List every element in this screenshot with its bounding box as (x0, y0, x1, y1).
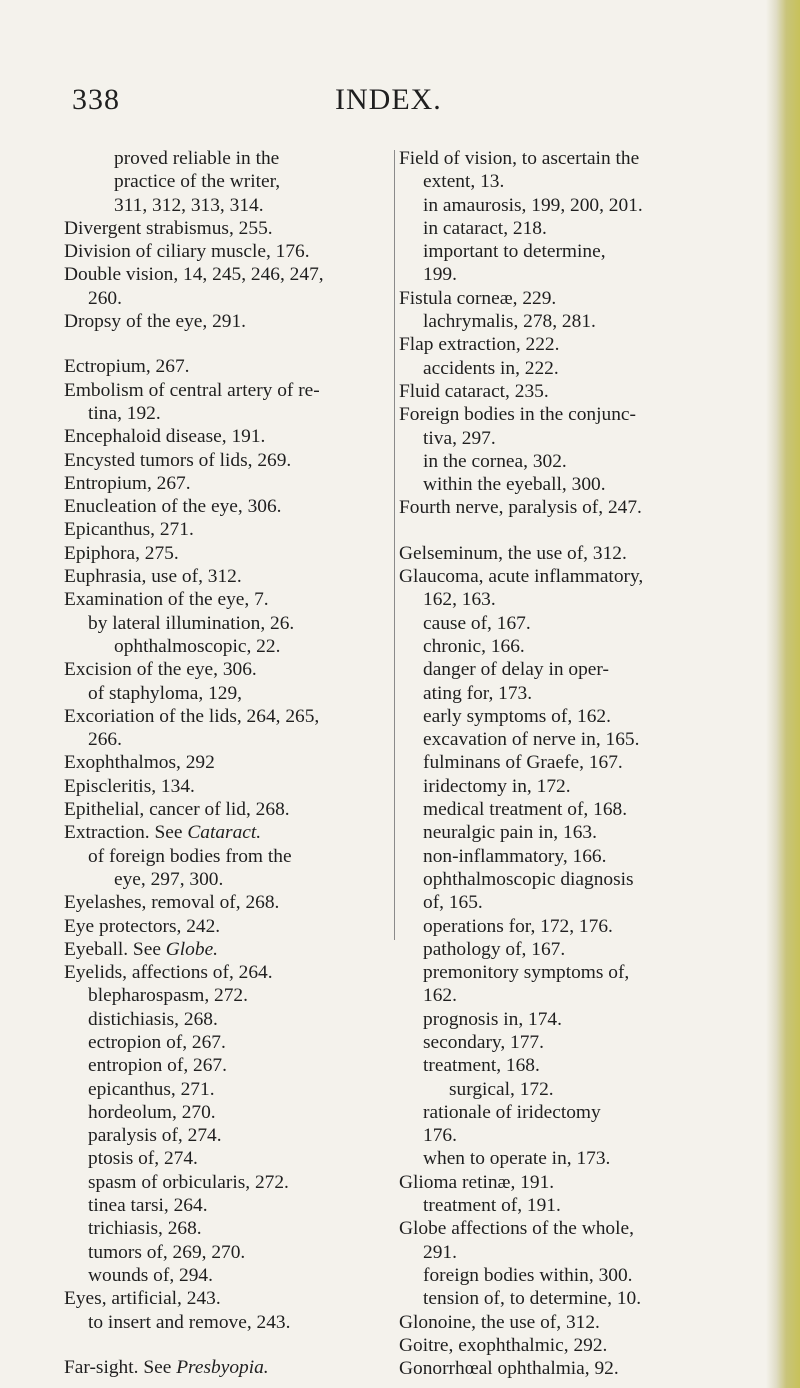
entry-text: neuralgic pain in, 163. (423, 822, 597, 844)
index-entry (399, 1264, 754, 1287)
index-entry (399, 1194, 754, 1217)
index-entry (64, 891, 399, 914)
index-entry (399, 588, 754, 611)
entry-text: when to operate in, 173. (423, 1148, 611, 1170)
index-entry (399, 682, 754, 705)
index-entry (64, 705, 399, 728)
index-entry (64, 147, 399, 170)
index-entry (64, 1124, 399, 1147)
entry-text: blepharospasm, 272. (88, 985, 248, 1007)
index-entry (64, 588, 399, 611)
entry-text: spasm of orbicularis, 272. (88, 1171, 289, 1193)
index-entry (64, 915, 399, 938)
entry-text: secondary, 177. (423, 1031, 544, 1053)
index-entry (64, 565, 399, 588)
entry-text: 162. (423, 985, 457, 1007)
entry-text: danger of delay in oper- (423, 659, 609, 681)
index-entry (64, 1031, 399, 1054)
entry-text: distichiasis, 268. (88, 1008, 218, 1030)
page-number: 338 (72, 83, 120, 116)
index-entry (399, 1357, 754, 1380)
page-header (0, 83, 800, 123)
index-entry (399, 147, 754, 170)
index-entry (64, 1171, 399, 1194)
index-entry (399, 1241, 754, 1264)
entry-text: 176. (423, 1125, 457, 1147)
entry-text: Excoriation of the lids, 264, 265, (64, 705, 320, 727)
entry-text: pathology of, 167. (423, 938, 566, 960)
index-entry (399, 751, 754, 774)
column-divider (394, 150, 395, 940)
index-entry (64, 728, 399, 751)
index-entry (399, 1124, 754, 1147)
entry-text: by lateral illumination, 26. (88, 612, 295, 634)
index-entry (64, 1101, 399, 1124)
index-entry (64, 821, 399, 844)
entry-text: iridectomy in, 172. (423, 775, 571, 797)
index-entry (64, 518, 399, 541)
entry-text: 291. (423, 1241, 457, 1263)
index-entry (399, 658, 754, 681)
index-entry (399, 217, 754, 240)
index-entry (399, 775, 754, 798)
entry-text: Exophthalmos, 292 (64, 752, 215, 774)
entry-text: Glaucoma, acute inflammatory, (399, 566, 644, 588)
entry-text: ectropion of, 267. (88, 1031, 226, 1053)
entry-text: Flap extraction, 222. (399, 334, 560, 356)
index-entry (399, 1031, 754, 1054)
index-entry (64, 240, 399, 263)
index-entry (399, 1101, 754, 1124)
index-entry (399, 891, 754, 914)
index-entry (64, 1264, 399, 1287)
entry-text: 162, 163. (423, 589, 496, 611)
index-entry (64, 1008, 399, 1031)
index-entry (399, 821, 754, 844)
index-entry (399, 798, 754, 821)
index-entry (399, 450, 754, 473)
index-entry (399, 565, 754, 588)
entry-text: tina, 192. (88, 402, 161, 424)
index-entry (399, 938, 754, 961)
page-edge (766, 0, 800, 1388)
index-entry (399, 612, 754, 635)
see-reference: Cataract. (187, 822, 262, 844)
index-entry (64, 682, 399, 705)
index-entry (64, 658, 399, 681)
index-entry (399, 915, 754, 938)
entry-text: Glonoine, the use of, 312. (399, 1311, 600, 1333)
entry-text: tumors of, 269, 270. (88, 1241, 246, 1263)
entry-text: eye, 297, 300. (114, 868, 224, 890)
entry-text: in the cornea, 302. (423, 450, 567, 472)
entry-text: tiva, 297. (423, 427, 496, 449)
index-entry (64, 1287, 399, 1310)
entry-text: Epicanthus, 271. (64, 519, 194, 541)
see-prefix: See (149, 822, 188, 844)
entry-text: Fourth nerve, paralysis of, 247. (399, 497, 642, 519)
index-entry (64, 845, 399, 868)
index-entry (64, 1147, 399, 1170)
entry-text: Gelseminum, the use of, 312. (399, 542, 627, 564)
entry-text: important to determine, (423, 241, 606, 263)
index-entry (64, 1217, 399, 1240)
entry-text: Gonorrhœal ophthalmia, 92. (399, 1358, 619, 1380)
entry-text: Eyelashes, removal of, 268. (64, 892, 280, 914)
index-entry (64, 355, 399, 378)
index-entry (64, 961, 399, 984)
entry-text: of staphyloma, 129, (88, 682, 243, 704)
index-entry (64, 1078, 399, 1101)
entry-text: extent, 13. (423, 171, 505, 193)
index-entry (399, 427, 754, 450)
entry-text: 266. (88, 729, 122, 751)
see-reference: Presbyopia. (176, 1356, 269, 1378)
entry-text: ating for, 173. (423, 682, 533, 704)
entry-text: to insert and remove, 243. (88, 1311, 291, 1333)
index-entry (399, 333, 754, 356)
entry-text: trichiasis, 268. (88, 1218, 202, 1240)
entry-text: Fistula corneæ, 229. (399, 287, 557, 309)
entry-text: Double vision, 14, 245, 246, 247, (64, 264, 324, 286)
entry-text: Entropium, 267. (64, 472, 191, 494)
entry-text: cause of, 167. (423, 612, 531, 634)
entry-gap (64, 1334, 399, 1356)
entry-text: wounds of, 294. (88, 1264, 213, 1286)
index-entry (64, 1311, 399, 1334)
entry-text: in amaurosis, 199, 200, 201. (423, 194, 643, 216)
index-entry (399, 961, 754, 984)
index-entry (64, 425, 399, 448)
index-entry (399, 473, 754, 496)
index-entry (64, 449, 399, 472)
entry-text: Ectropium, 267. (64, 356, 190, 378)
see-prefix: See (128, 938, 166, 960)
index-entry (399, 240, 754, 263)
entry-text: tinea tarsi, 264. (88, 1195, 208, 1217)
entry-text: non-inflammatory, 166. (423, 845, 607, 867)
entry-gap (64, 333, 399, 355)
index-column-right (399, 147, 754, 1380)
index-entry (399, 1334, 754, 1357)
index-entry (64, 170, 399, 193)
index-entry (399, 1217, 754, 1240)
entry-text: Examination of the eye, 7. (64, 589, 269, 611)
entry-text: rationale of iridectomy (423, 1101, 601, 1123)
index-entry (64, 194, 399, 217)
entry-text: treatment of, 191. (423, 1195, 561, 1217)
entry-text: Epiphora, 275. (64, 542, 179, 564)
index-entry (64, 984, 399, 1007)
index-entry (64, 542, 399, 565)
entry-text: Field of vision, to ascertain the (399, 148, 640, 169)
entry-text: Globe affections of the whole, (399, 1218, 634, 1240)
entry-text: Dropsy of the eye, 291. (64, 311, 247, 333)
index-entry (399, 403, 754, 426)
see-reference: Globe. (165, 938, 219, 960)
index-entry (64, 379, 399, 402)
see-prefix: See (138, 1356, 177, 1378)
entry-text: Euphrasia, use of, 312. (64, 566, 242, 588)
entry-text: Encysted tumors of lids, 269. (64, 449, 292, 471)
entry-text: early symptoms of, 162. (423, 705, 611, 727)
index-entry (64, 798, 399, 821)
entry-text: Far-sight. (64, 1356, 139, 1378)
entry-text: foreign bodies within, 300. (423, 1264, 633, 1286)
entry-text: Excision of the eye, 306. (64, 659, 257, 681)
entry-text: lachrymalis, 278, 281. (423, 311, 596, 333)
index-entry (399, 1287, 754, 1310)
index-entry (64, 635, 399, 658)
entry-text: of foreign bodies from the (88, 845, 292, 867)
entry-text: prognosis in, 174. (423, 1008, 562, 1030)
index-entry (399, 287, 754, 310)
entry-text: 311, 312, 313, 314. (114, 194, 264, 216)
entry-text: Eyes, artificial, 243. (64, 1288, 221, 1310)
index-entry (399, 194, 754, 217)
entry-gap (399, 520, 754, 542)
index-entry (399, 542, 754, 565)
index-entry (399, 357, 754, 380)
index-column-left (64, 147, 399, 1379)
entry-text: treatment, 168. (423, 1055, 540, 1077)
entry-text: 199. (423, 264, 457, 286)
index-entry (64, 263, 399, 286)
entry-text: ptosis of, 274. (88, 1148, 198, 1170)
entry-text: of, 165. (423, 892, 483, 914)
index-entry (399, 170, 754, 193)
entry-text: entropion of, 267. (88, 1055, 227, 1077)
index-entry (399, 845, 754, 868)
entry-text: tension of, to determine, 10. (423, 1288, 642, 1310)
entry-text: Fluid cataract, 235. (399, 380, 549, 402)
index-entry (399, 1078, 754, 1101)
entry-text: paralysis of, 274. (88, 1125, 222, 1147)
entry-text: in cataract, 218. (423, 217, 547, 239)
index-entry (64, 1356, 399, 1379)
entry-text: medical treatment of, 168. (423, 799, 628, 821)
index-entry (64, 938, 399, 961)
entry-text: Enucleation of the eye, 306. (64, 496, 282, 518)
index-entry (399, 380, 754, 403)
entry-text: practice of the writer, (114, 171, 281, 193)
index-entry (399, 263, 754, 286)
index-entry (64, 1241, 399, 1264)
index-entry (64, 495, 399, 518)
index-entry (399, 635, 754, 658)
entry-text: proved reliable in the (114, 148, 280, 169)
entry-text: within the eyeball, 300. (423, 474, 606, 496)
index-entry (399, 1008, 754, 1031)
entry-text: epicanthus, 271. (88, 1078, 215, 1100)
entry-text: Embolism of central artery of re- (64, 379, 320, 401)
entry-text: Extraction. (64, 822, 150, 844)
entry-text: Episcleritis, 134. (64, 775, 195, 797)
entry-text: excavation of nerve in, 165. (423, 729, 640, 751)
entry-text: 260. (88, 287, 122, 309)
index-entry (64, 775, 399, 798)
index-entry (399, 984, 754, 1007)
index-entry (64, 217, 399, 240)
index-entry (399, 705, 754, 728)
entry-text: Epithelial, cancer of lid, 268. (64, 799, 290, 821)
index-entry (399, 728, 754, 751)
index-entry (399, 1054, 754, 1077)
entry-text: operations for, 172, 176. (423, 915, 613, 937)
entry-text: hordeolum, 270. (88, 1101, 216, 1123)
index-entry (64, 612, 399, 635)
entry-text: surgical, 172. (449, 1078, 554, 1100)
index-entry (64, 751, 399, 774)
entry-text: accidents in, 222. (423, 357, 559, 379)
index-entry (399, 1311, 754, 1334)
entry-text: Glioma retinæ, 191. (399, 1171, 555, 1193)
index-entry (64, 1194, 399, 1217)
entry-text: fulminans of Graefe, 167. (423, 752, 623, 774)
entry-text: ophthalmoscopic diagnosis (423, 868, 634, 890)
entry-text: Division of ciliary muscle, 176. (64, 241, 310, 263)
index-entry (64, 310, 399, 333)
entry-text: Eyeball. (64, 938, 129, 960)
index-entry (399, 1171, 754, 1194)
entry-text: Goitre, exophthalmic, 292. (399, 1334, 608, 1356)
entry-text: Encephaloid disease, 191. (64, 426, 266, 448)
running-head: INDEX. (335, 83, 442, 116)
index-entry (64, 287, 399, 310)
index-entry (64, 402, 399, 425)
entry-text: chronic, 166. (423, 635, 525, 657)
entry-text: Eyelids, affections of, 264. (64, 962, 273, 984)
index-entry (399, 1147, 754, 1170)
entry-text: Divergent strabismus, 255. (64, 217, 273, 239)
index-entry (399, 496, 754, 519)
entry-text: ophthalmoscopic, 22. (114, 635, 281, 657)
index-entry (64, 1054, 399, 1077)
entry-text: Eye protectors, 242. (64, 915, 221, 937)
index-entry (399, 310, 754, 333)
index-entry (64, 472, 399, 495)
entry-text: premonitory symptoms of, (423, 962, 630, 984)
index-entry (64, 868, 399, 891)
entry-text: Foreign bodies in the conjunc- (399, 404, 636, 426)
index-entry (399, 868, 754, 891)
